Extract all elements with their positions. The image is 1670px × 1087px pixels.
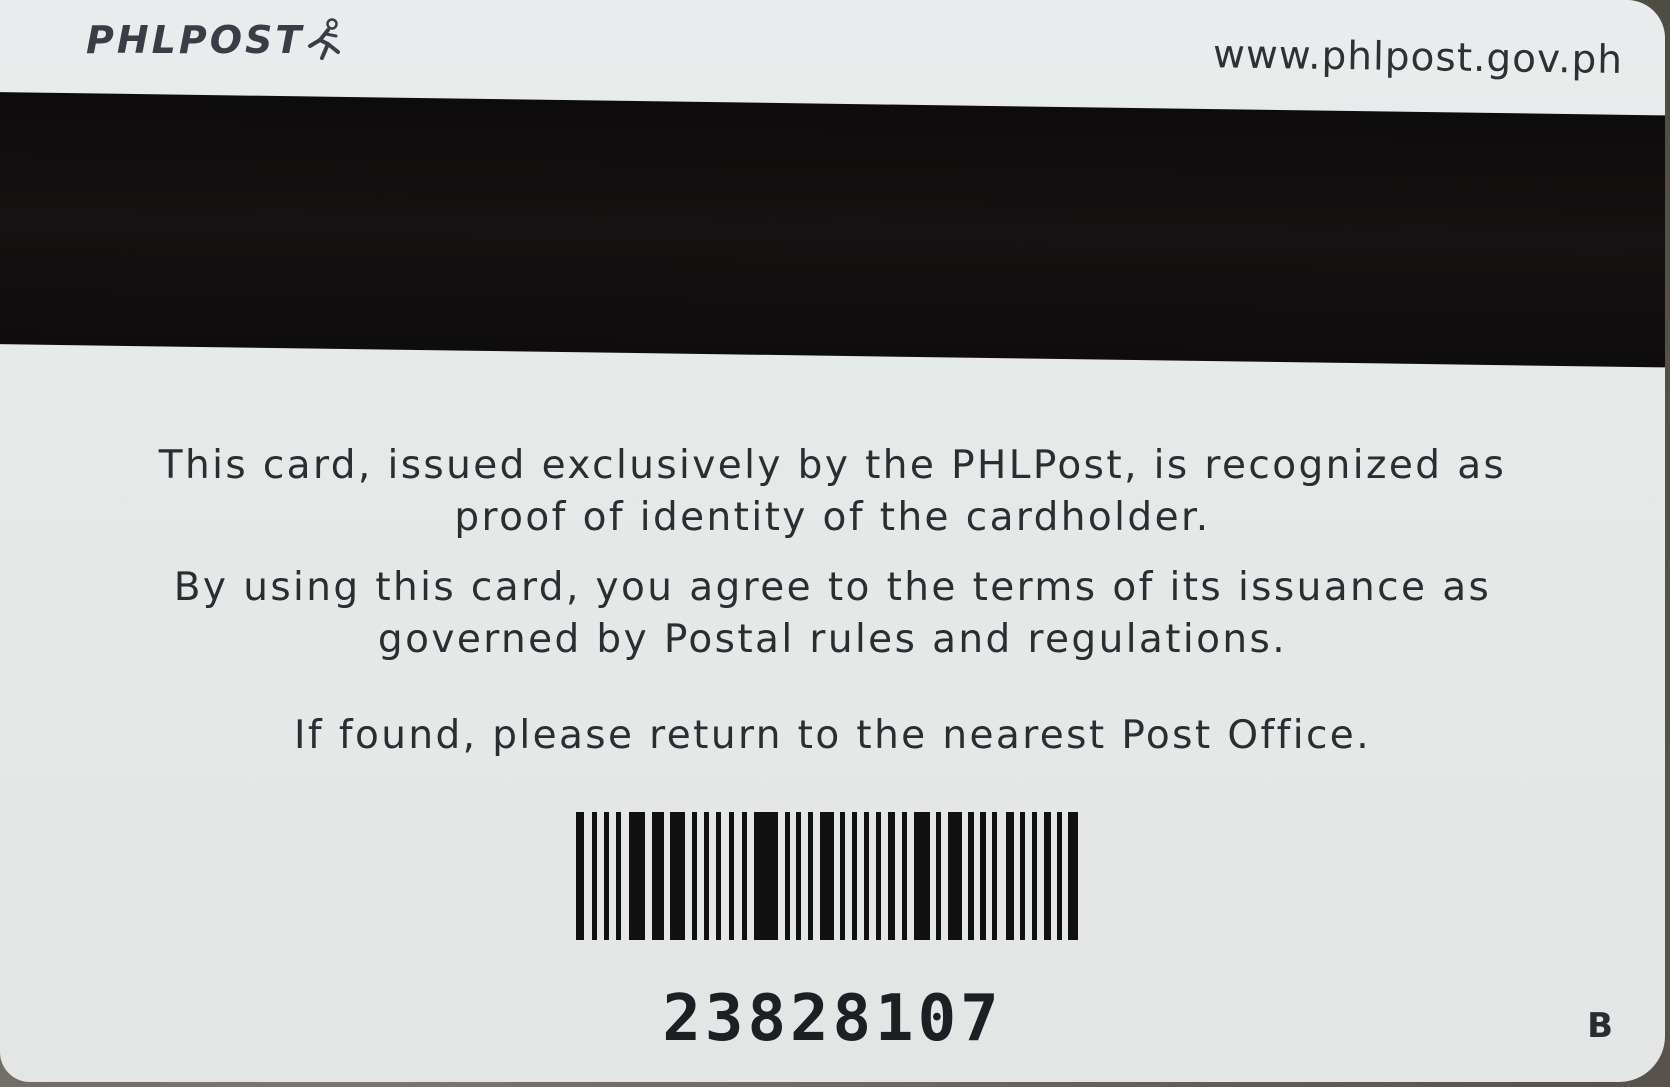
terms-notice — [0, 562, 1665, 666]
barcode-icon — [576, 812, 1078, 940]
postal-runner-icon — [306, 18, 342, 62]
corner-mark: B — [1587, 1006, 1613, 1046]
identity-notice — [0, 440, 1665, 544]
magnetic-stripe — [0, 92, 1665, 368]
terms-notice-line-2: governed by Postal rules and regulations. — [377, 617, 1288, 662]
logo-text: PHLPOST — [86, 18, 305, 62]
website-url: www.phlpost.gov.ph — [1212, 32, 1624, 83]
phlpost-logo — [86, 18, 342, 62]
terms-notice-line-1: By using this card, you agree to the terms of its issuance as — [173, 565, 1492, 610]
identity-notice-line-1: This card, issued exclusively by the PHLPost, is recognized as — [158, 443, 1507, 488]
return-notice: If found, please return to the nearest Post Office. — [293, 713, 1371, 758]
identity-notice-line-2: proof of identity of the cardholder. — [454, 495, 1211, 540]
card-serial-number: 23828107 — [662, 982, 1003, 1056]
